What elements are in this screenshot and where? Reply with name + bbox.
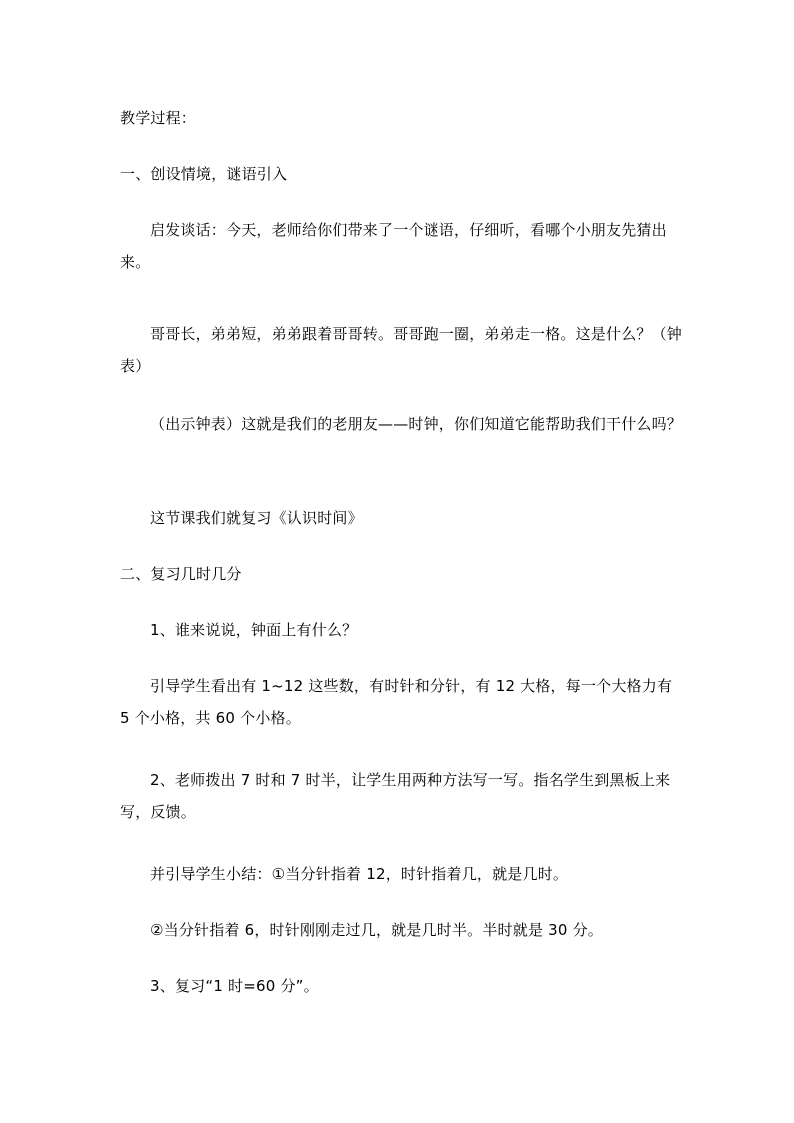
paragraph-show-clock: （出示钟表）这就是我们的老朋友——时钟，你们知道它能帮助我们干什么吗？ bbox=[150, 415, 683, 433]
paragraph-question-2: 2、老师拨出 7 时和 7 时半，让学生用两种方法写一写。指名学生到黑板上来写，反馈。 bbox=[120, 771, 671, 821]
paragraph-summary-1: 并引导学生小结：①当分针指着 12，时针指着几，就是几时。 bbox=[150, 865, 569, 883]
paragraph-lesson-intro: 这节课我们就复习《认识时间》 bbox=[150, 509, 363, 527]
paragraph-summary-2: ②当分针指着 6，时针刚刚走过几，就是几时半。半时就是 30 分。 bbox=[150, 921, 603, 939]
section-heading-one: 一、创设情境，谜语引入 bbox=[120, 165, 288, 183]
paragraph-guide-numbers: 引导学生看出有 1~12 这些数，有时针和分针，有 12 大格，每一个大格力有 5 个小格，共 60 个小格。 bbox=[120, 677, 673, 727]
section-heading-teaching-process: 教学过程： bbox=[120, 109, 197, 127]
paragraph-question-1: 1、谁来说说，钟面上有什么？ bbox=[150, 621, 358, 639]
paragraph-inspire-talk: 启发谈话：今天，老师给你们带来了一个谜语，仔细听，看哪个小朋友先猜出来。 bbox=[120, 221, 667, 271]
paragraph-riddle: 哥哥长，弟弟短，弟弟跟着哥哥转。哥哥跑一圈，弟弟走一格。这是什么？（钟表） bbox=[120, 325, 683, 375]
section-heading-two: 二、复习几时几分 bbox=[120, 565, 242, 583]
paragraph-review-hour: 3、复习“1 时=60 分”。 bbox=[150, 977, 319, 995]
